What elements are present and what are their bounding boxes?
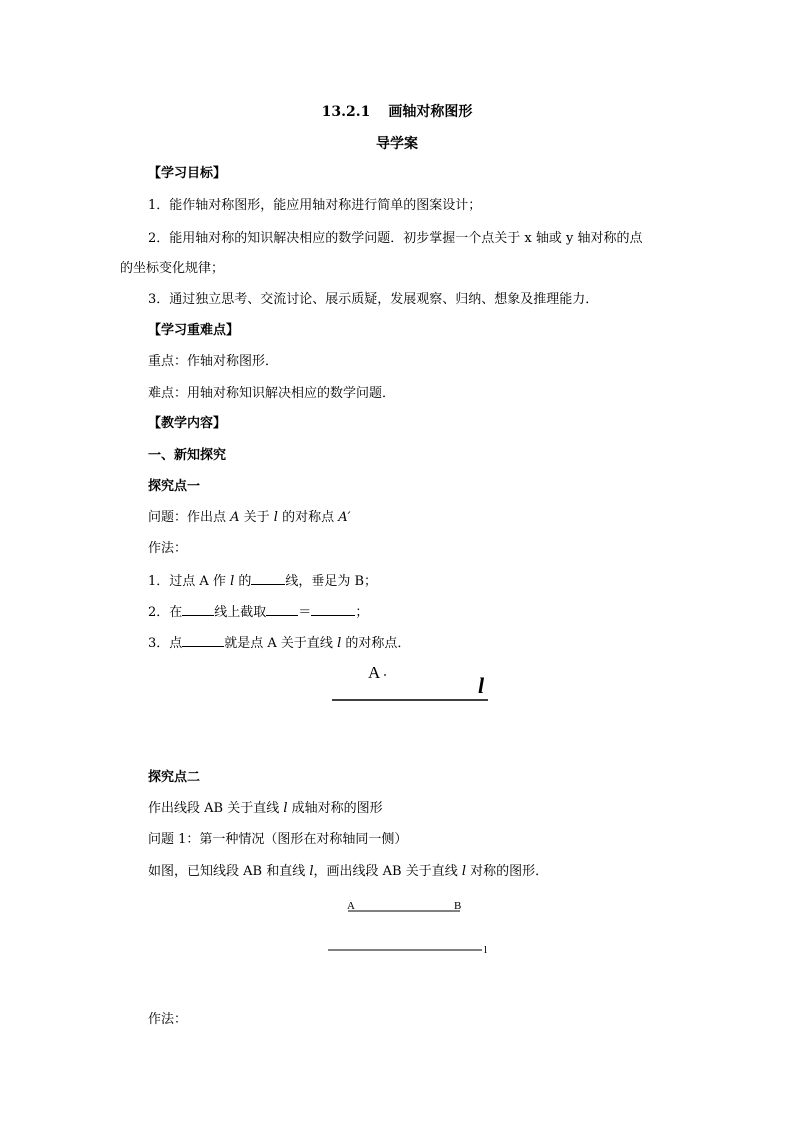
task-l: l (283, 801, 288, 816)
step3-suffix: 的对称点． (341, 636, 411, 651)
keypoint-difficult: 难点：用轴对称知识解决相应的数学问题． (148, 386, 396, 401)
goal-item-2-continued: 的坐标变化规律； (120, 261, 225, 276)
figure1-point-a (384, 674, 386, 676)
task-prefix: 作出线段 AB 关于直线 (148, 801, 284, 816)
step3-prefix: 3．点 (148, 636, 183, 651)
keypoints-heading: 【学习重难点】 (148, 323, 240, 338)
step2-eq: ＝ (298, 605, 312, 620)
point1-heading: 探究点一 (148, 479, 201, 494)
goal-item-3: 3．通过独立思考、交流讨论、展示质疑，发展观察、归纳、想象及推理能力． (148, 292, 599, 307)
point2-method: 作法： (148, 1012, 188, 1027)
point1-method: 作法： (148, 541, 188, 556)
section-number: 13.2.1 (321, 104, 371, 120)
line-l: l (273, 510, 278, 525)
step1-prefix: 1．过点 A 作 (148, 574, 231, 589)
fill-blank-3[interactable] (266, 603, 298, 616)
point-a: A (230, 510, 240, 525)
figure-point-and-line (320, 655, 500, 710)
question-prefix: 问题：作出点 (148, 510, 231, 525)
step2-mid: 线上截取 (214, 605, 267, 620)
fill-blank-1[interactable] (251, 572, 285, 585)
point1-step3 (148, 634, 410, 652)
question-mid: 关于 (239, 510, 274, 525)
content-heading: 【教学内容】 (148, 416, 227, 431)
step1-suffix: 线，垂足为 B； (285, 574, 378, 589)
figure1-label-a: A (368, 663, 381, 682)
step3-l: l (337, 636, 342, 651)
figure-segment-and-line (320, 895, 500, 960)
figure1-label-l: l (478, 673, 485, 698)
fill-blank-2[interactable] (182, 603, 214, 616)
desc-l2: l (461, 864, 467, 879)
task-suffix: 成轴对称的图形 (287, 801, 383, 816)
point1-step2 (148, 603, 368, 621)
keypoint-key: 重点：作轴对称图形． (148, 354, 279, 369)
figure2-label-l: l (484, 944, 488, 956)
step1-l: l (230, 574, 235, 589)
point1-question (148, 510, 351, 526)
point-a-prime: A′ (338, 510, 351, 525)
title-text: 画轴对称图形 (388, 104, 473, 120)
point1-step1 (148, 572, 377, 590)
desc-mid: ，画出线段 AB 关于直线 (313, 864, 462, 879)
step2-suffix: ； (355, 605, 369, 620)
goal-item-1: 1．能作轴对称图形，能应用轴对称进行简单的图案设计； (148, 198, 482, 213)
desc-l1: l (309, 864, 314, 879)
point2-description (148, 864, 548, 880)
desc-prefix: 如图，已知线段 AB 和直线 (148, 864, 310, 879)
step3-mid: 就是点 A 关于直线 (224, 636, 338, 651)
fill-blank-5[interactable] (182, 634, 224, 647)
figure2-label-b: B (454, 900, 462, 912)
figure2-label-a: A (347, 900, 355, 912)
goals-heading: 【学习目标】 (148, 166, 227, 181)
goal-item-2: 2．能用轴对称的知识解决相应的数学问题．初步掌握一个点关于 x 轴或 y 轴对称的点 (148, 231, 643, 246)
section-new-knowledge: 一、新知探究 (148, 448, 227, 463)
point2-task (148, 801, 383, 817)
question-suffix: 的对称点 (277, 510, 339, 525)
desc-suffix: 对称的图形． (466, 864, 549, 879)
point2-heading: 探究点二 (148, 770, 201, 785)
fill-blank-4[interactable] (311, 603, 355, 616)
step1-mid: 的 (234, 574, 252, 589)
step2-prefix: 2．在 (148, 605, 183, 620)
point2-question1: 问题 1：第一种情况（图形在对称轴同一侧） (148, 832, 408, 847)
document-title (0, 103, 794, 121)
document-subtitle: 导学案 (376, 136, 418, 152)
